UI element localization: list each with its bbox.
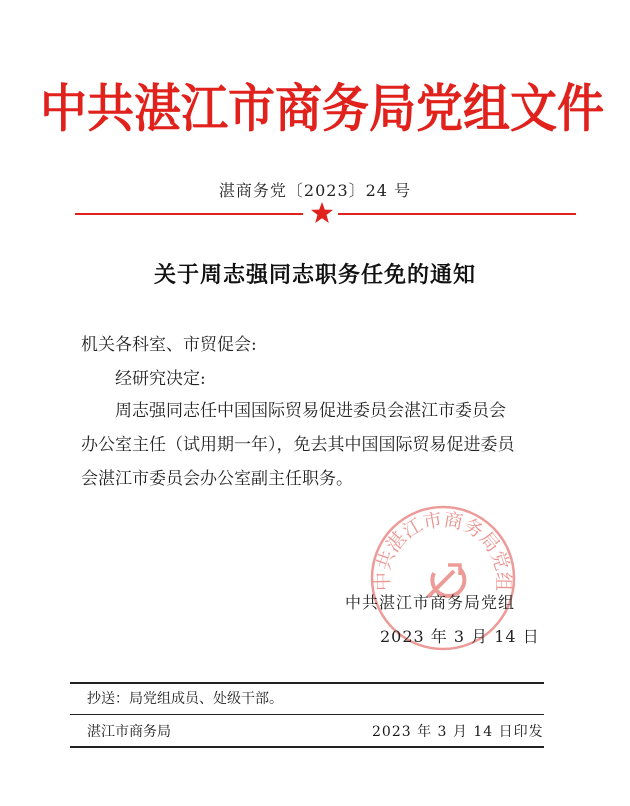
paragraph-line: 办公室主任（试用期一年），免去其中国国际贸易促进委员 [81,435,515,455]
paragraph-line: 会湛江市委员会办公室副主任职务。 [81,469,353,489]
footer-rule-top [70,682,544,684]
red-rule-left [75,213,303,215]
footer-rule-middle [70,714,544,715]
svg-text:中共湛江市商务局党组 [372,509,514,591]
print-date: 2023 年 3 月 14 日印发 [372,724,544,740]
seal-text: 中共湛江市商务局党组 [371,508,515,592]
carbon-copy-line: 抄送：局党组成员、处级干部。 [87,691,283,707]
notice-title: 关于周志强同志职务任免的通知 [153,262,476,288]
issuing-office: 湛江市商务局 [87,724,171,740]
signing-organization: 中共湛江市商务局党组 [345,593,516,612]
star-icon [310,201,334,225]
signing-date: 2023 年 3 月 14 日 [380,627,540,646]
recipients-line: 机关各科室、市贸促会: [81,335,257,355]
document-number: 湛商务党〔2023〕24 号 [218,181,412,200]
notice-paragraph [81,394,551,496]
masthead-title: 中共湛江市商务局党组文件 [40,79,604,140]
decision-intro: 经研究决定: [115,369,206,389]
red-rule-right [338,213,576,215]
paragraph-line: 周志强同志任中国国际贸易促进委员会湛江市委员会 [115,401,506,421]
footer-rule-bottom [70,746,544,748]
